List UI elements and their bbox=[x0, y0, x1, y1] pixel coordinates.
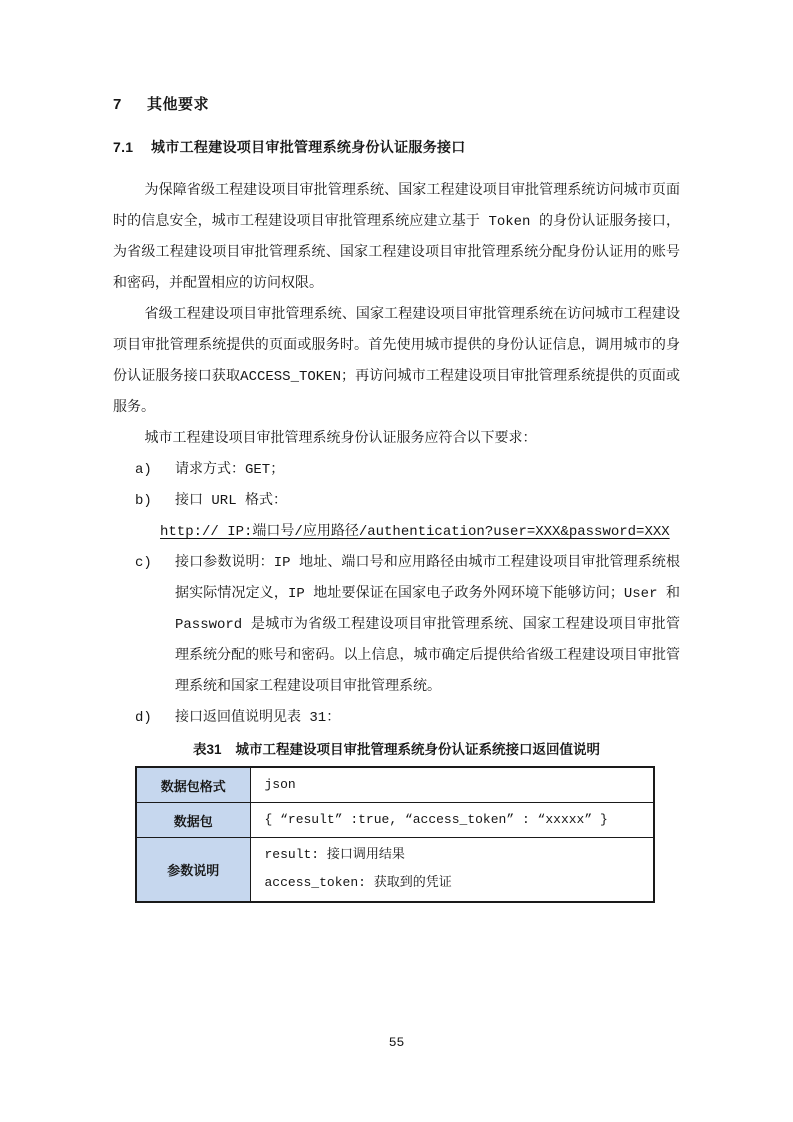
list-marker-b: b) bbox=[135, 493, 152, 509]
list-item-c bbox=[135, 548, 680, 703]
row-value-packet-format bbox=[250, 767, 654, 803]
list-item-a bbox=[135, 455, 680, 486]
list-text-a: 请求方式：GET； bbox=[175, 462, 285, 478]
section-number: 7 bbox=[113, 96, 122, 113]
table-caption-label: 表31 bbox=[192, 742, 222, 757]
subsection-heading bbox=[113, 139, 680, 155]
list-marker-d: d) bbox=[135, 710, 152, 726]
value-line: json bbox=[264, 777, 296, 792]
paragraph-requirements-lead: 城市工程建设项目审批管理系统身份认证服务应符合以下要求： bbox=[144, 431, 537, 447]
list-text-d: 接口返回值说明见表 31： bbox=[175, 710, 341, 726]
subsection-title: 城市工程建设项目审批管理系统身份认证服务接口 bbox=[151, 139, 466, 155]
paragraph-intro: 为保障省级工程建设项目审批管理系统、国家工程建设项目审批管理系统访问城市页面时的信息安全，城市工程建设项目审批管理系统应建立基于 Token 的身份认证服务接口，为省级工程建设项目审批管理系统、国家工程建设项目审批管理系统分配身份认证用的账号和密码，并配置相应的访问权限。 bbox=[113, 183, 680, 292]
page-number: 55 bbox=[388, 1035, 405, 1050]
paragraph-access-flow: 省级工程建设项目审批管理系统、国家工程建设项目审批管理系统在访问城市工程建设项目审批管理系统提供的页面或服务时。首先使用城市提供的身份认证信息，调用城市的身份认证服务接口获取ACCESS_TOKEN；再访问城市工程建设项目审批管理系统提供的页面或服务。 bbox=[113, 307, 680, 416]
list-marker-a: a) bbox=[135, 462, 152, 478]
row-value-packet bbox=[250, 803, 654, 838]
table-row bbox=[136, 767, 654, 803]
list-text-b: 接口 URL 格式： bbox=[175, 493, 288, 509]
table-row bbox=[136, 838, 654, 902]
table-row bbox=[136, 803, 654, 838]
list-item-b bbox=[135, 486, 680, 517]
value-line-access-token: access_token: 获取到的凭证 bbox=[264, 875, 452, 891]
api-url: http:// IP:端口号/应用路径/authentication?user=XXX&password=XXX bbox=[160, 524, 670, 540]
requirements-list bbox=[113, 455, 680, 734]
return-value-table bbox=[135, 766, 655, 903]
api-url-line bbox=[160, 517, 680, 548]
list-text-c: 接口参数说明：IP 地址、端口号和应用路径由城市工程建设项目审批管理系统根据实际情况定义，IP 地址要保证在国家电子政务外网环境下能够访问；User 和 Password 是城市为省级工程建设项目审批管理系统、国家工程建设项目审批管理系统分配的账号和密码。以上信息，城市确定后提供给省级工程建设项目审批管理系统和国家工程建设项目审批管理系统。 bbox=[175, 555, 680, 695]
value-line-result: result: 接口调用结果 bbox=[264, 847, 405, 863]
list-item-d bbox=[135, 703, 680, 734]
table-caption-title: 城市工程建设项目审批管理系统身份认证系统接口返回值说明 bbox=[235, 742, 601, 757]
section-heading bbox=[113, 96, 680, 113]
table-caption bbox=[113, 734, 680, 765]
row-label-params: 参数说明 bbox=[136, 838, 250, 902]
value-line: { “result” :true, “access_token” : “xxxxx” } bbox=[264, 812, 608, 827]
row-value-params bbox=[250, 838, 654, 902]
subsection-number: 7.1 bbox=[113, 139, 134, 155]
section-title: 其他要求 bbox=[147, 96, 210, 113]
row-label-packet-format: 数据包格式 bbox=[136, 767, 250, 803]
row-label-packet: 数据包 bbox=[136, 803, 250, 838]
list-marker-c: c) bbox=[135, 555, 152, 571]
